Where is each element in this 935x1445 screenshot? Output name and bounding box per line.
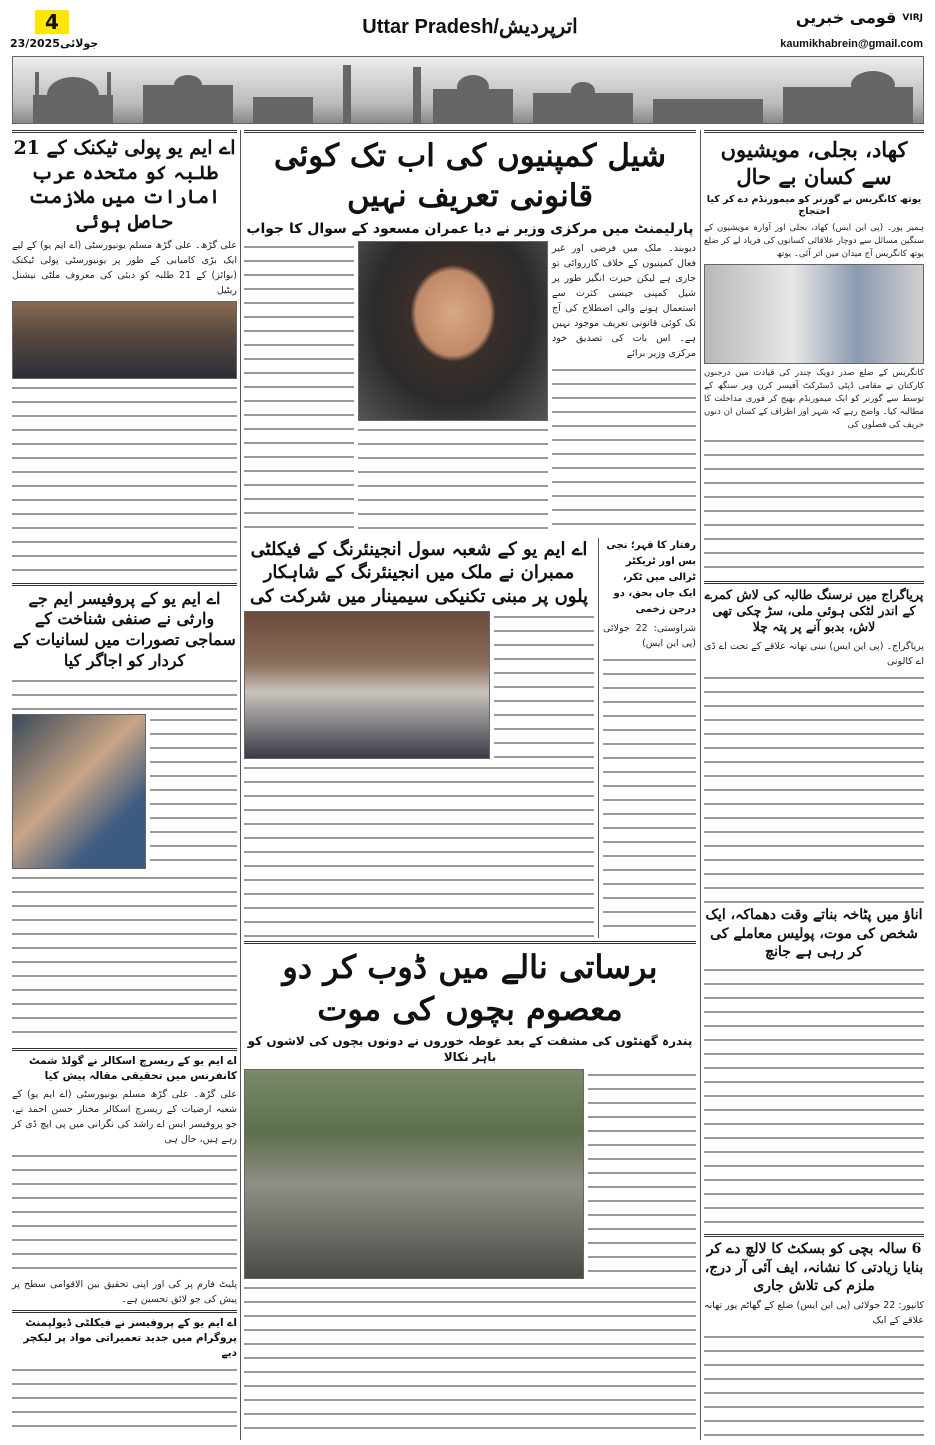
- contact-email[interactable]: kaumikhabrein@gmail.com: [780, 38, 923, 50]
- polytechnic-students-photo: [12, 301, 237, 379]
- body-anao: [704, 964, 924, 1231]
- body-faculty: [12, 1364, 237, 1438]
- professor-portrait-photo: [12, 714, 146, 869]
- body-civil-side: [494, 611, 594, 759]
- civil-section: [244, 538, 696, 938]
- body-drowning: [244, 1282, 696, 1438]
- body-drowning-side: [588, 1069, 696, 1279]
- subhead-farmers: یوتھ کانگریس نے گورنر کو میمورنڈم دے کر کیا احتجاج: [706, 193, 922, 218]
- headline-main: شیل کمپنیوں کی اب تک کوئی قانونی تعریف نہیں: [273, 138, 667, 215]
- headline-kanpur: 6 سالہ بچی کو بسکٹ کا لالچ دے کر بنایا زیادتی کا نشانہ، ایف آئی آر درج، ملزم کی تلاش جاری: [704, 1241, 924, 1294]
- column-divider: [240, 130, 241, 1440]
- body-varti-side: [150, 714, 237, 869]
- body-polytechnic: علی گڑھ۔ علی گڑھ مسلم یونیورسٹی (اے ایم یو) کے لیے ایک بڑی کامیابی کے طور پر یونیورسٹی پولی ٹیکنک (بوائز) کے 21 طلبہ کو دبئی کی معروف ملٹی نیشنل ریٹیل: [12, 239, 237, 296]
- headline-goldsmith: اے ایم یو کے ریسرچ اسکالر نے گولڈ شمٹ کانفرنس میں تحقیقی مقالہ پیش کیا: [28, 1055, 237, 1083]
- headline-prayagraj: پریاگراج میں نرسنگ طالبہ کی لاش کمرے کے اندر لٹکی ہوئی ملی، سڑ چکی تھی لاش، بدبو آنے پر پتہ چلا: [704, 586, 924, 635]
- divider: [244, 130, 696, 133]
- headline-varti: اے ایم یو کے پروفیسر ایم جے وارثی نے صنفی شناخت کے سماجی تصورات میں لسانیات کے کردار کو اجاگر کیا: [13, 588, 236, 671]
- left-column: [12, 130, 237, 1438]
- headline-drowning: برساتی نالے میں ڈوب کر دو معصوم بچوں کی موت: [282, 948, 658, 1028]
- seminar-group-photo: [244, 611, 490, 759]
- accident-story: [603, 538, 696, 938]
- headline-anao: اناؤ میں پٹاخہ بناتے وقت دھماکہ، ایک شخص کی موت، پولیس معاملے کی کر رہی ہے جانچ: [705, 907, 923, 960]
- subhead-drowning: پندرہ گھنٹوں کی مشقت کے بعد غوطہ خوروں نے دونوں بچوں کی لاشوں کو باہر نکالا: [247, 1034, 693, 1065]
- subhead-main: پارلیمنٹ میں مرکزی وزیر نے دیا عمران مسعود کے سوال کا جواب: [246, 220, 694, 237]
- column-divider: [598, 538, 599, 938]
- logo-mark: VIRJ: [902, 13, 923, 23]
- banner-monuments-image: [12, 56, 924, 124]
- main-story-columns: [244, 241, 696, 535]
- drowning-site-crowd-photo: [244, 1069, 584, 1279]
- divider: [12, 1048, 237, 1051]
- masthead: [796, 4, 923, 32]
- headline-polytechnic: اے ایم یو پولی ٹیکنک کے 21 طلبہ کو متحدہ عرب امارات میں ملازمت حاصل ہوئی: [13, 137, 236, 234]
- divider: [704, 581, 924, 584]
- body-civil: [244, 762, 594, 938]
- body-accident-text: [603, 654, 696, 938]
- section-title: Uttar Pradesh/اترپردیش: [362, 16, 578, 38]
- minister-portrait-photo: [358, 241, 548, 421]
- main-story: [244, 130, 696, 535]
- right-column: [704, 130, 924, 1438]
- page-number-badge: 4: [35, 10, 69, 34]
- body-goldsmith-text: [12, 1150, 237, 1274]
- headline-farmers: کھاد، بجلی، مویشیوں سے کسان بے حال: [720, 137, 908, 190]
- body-main: دیوبند۔ ملک میں فرضی اور غیر فعال کمپنیوں کے خلاف کارروائی تو جاری ہے لیکن حیرت انگیز طور پر شیل کمپنی جیسی کثرت سے استعمال ہونے والی اصطلاح کی آج تک کوئی قانونی تعریف موجود نہیں ہے۔ اس بات کی تصدیق خود مرکزی وزیر برائے: [552, 243, 696, 360]
- column-divider: [700, 130, 701, 1440]
- body-goldsmith-end: پلیٹ فارم پر کی اور اپنی تحقیق بین الاقوامی سطح پر پیش کی جو لائق تحسین ہے۔: [12, 1278, 237, 1305]
- body-main-col2: [358, 424, 548, 535]
- body-varti-cont: [12, 872, 237, 1045]
- masthead-logo: قومی خبریں: [795, 8, 897, 27]
- farmers-protest-photo: [704, 264, 924, 364]
- center-column: [244, 130, 696, 1438]
- headline-accident: رفتار کا قہر؛ نجی بس اور ٹریکٹر ٹرالی میں ٹکر، ایک جاں بحق، دو درجن زخمی: [606, 540, 696, 615]
- main-text-column: [552, 241, 696, 535]
- civil-photo-row: [244, 611, 594, 759]
- divider: [704, 1234, 924, 1237]
- divider: [244, 941, 696, 944]
- drowning-photo-row: [244, 1069, 696, 1279]
- body-prayagraj-text: [704, 672, 924, 904]
- issue-date: 23/جولائی2025: [10, 37, 99, 50]
- body-farmers-text: [704, 435, 924, 578]
- body-kanpur-text: [704, 1331, 924, 1438]
- body-accident: شراوستی: 22 جولائی (پی این ایس): [603, 623, 696, 649]
- civil-story: [244, 538, 594, 938]
- varti-photo-row: [12, 714, 237, 869]
- divider: [704, 130, 924, 133]
- body-polytechnic-text: [12, 382, 237, 580]
- body-main-col1: [552, 364, 696, 535]
- body-farmers-2: کانگریس کے ضلع صدر دویک چندر کی قیادت میں درجنوں کارکنان نے مقامی ڈپٹی ڈسٹرکٹ آفیسر کرن ویر سنگھ کے توسط سے گورنر کو ایک میمورنڈم بھیج کر فوری مداخلت کا مطالبہ کیا۔ واضح رہے کہ شہر اور اطراف کے کسان ان دنوں خریف کی فصلوں کی: [704, 368, 924, 431]
- body-prayagraj: پریاگراج۔ (پی این ایس) نینی تھانہ علاقے کے تحت اے ڈی اے کالونی: [704, 640, 924, 667]
- body-kanpur: کانپور: 22 جولائی (پی این ایس) ضلع کے گھاٹم پور تھانہ علاقے کے ایک: [704, 1300, 924, 1327]
- headline-civil: اے ایم یو کے شعبہ سول انجینئرنگ کے فیکلٹی ممبران نے ملک میں انجینئرنگ کے شاہکار پلوں پر مبنی تکنیکی سیمینار میں شرکت کی: [249, 539, 589, 607]
- monuments-silhouette-icon: [13, 57, 924, 124]
- body-varti: [12, 675, 237, 711]
- divider: [12, 130, 237, 133]
- body-farmers: ہمیر پور۔ (پی این ایس) کھاد، بجلی اور آوارہ مویشیوں کے سنگین مسائل سے دوچار علاقائی کسانوں کی فریاد لے کر ضلع یوتھ کانگریس آج میدان میں اتر آئی۔ یوتھ: [704, 223, 924, 260]
- body-goldsmith: علی گڑھ۔ علی گڑھ مسلم یونیورسٹی (اے ایم یو) کے شعبہ ارضیات کے ریسرچ اسکالر مختار حسن احمد نے، جو پروفیسر ایس اے راشد کی نگرانی میں پی ایچ ڈی کر رہے ہیں، حال ہی: [12, 1089, 237, 1146]
- headline-faculty: اے ایم یو کے پروفیسر نے فیکلٹی ڈیولپمنٹ پروگرام میں جدید تعمیراتی مواد پر لیکچر دیے: [23, 1316, 237, 1359]
- body-main-col3: [244, 241, 354, 535]
- main-photo-column: [358, 241, 548, 535]
- drowning-story: [244, 941, 696, 1438]
- divider: [12, 583, 237, 586]
- divider: [12, 1310, 237, 1313]
